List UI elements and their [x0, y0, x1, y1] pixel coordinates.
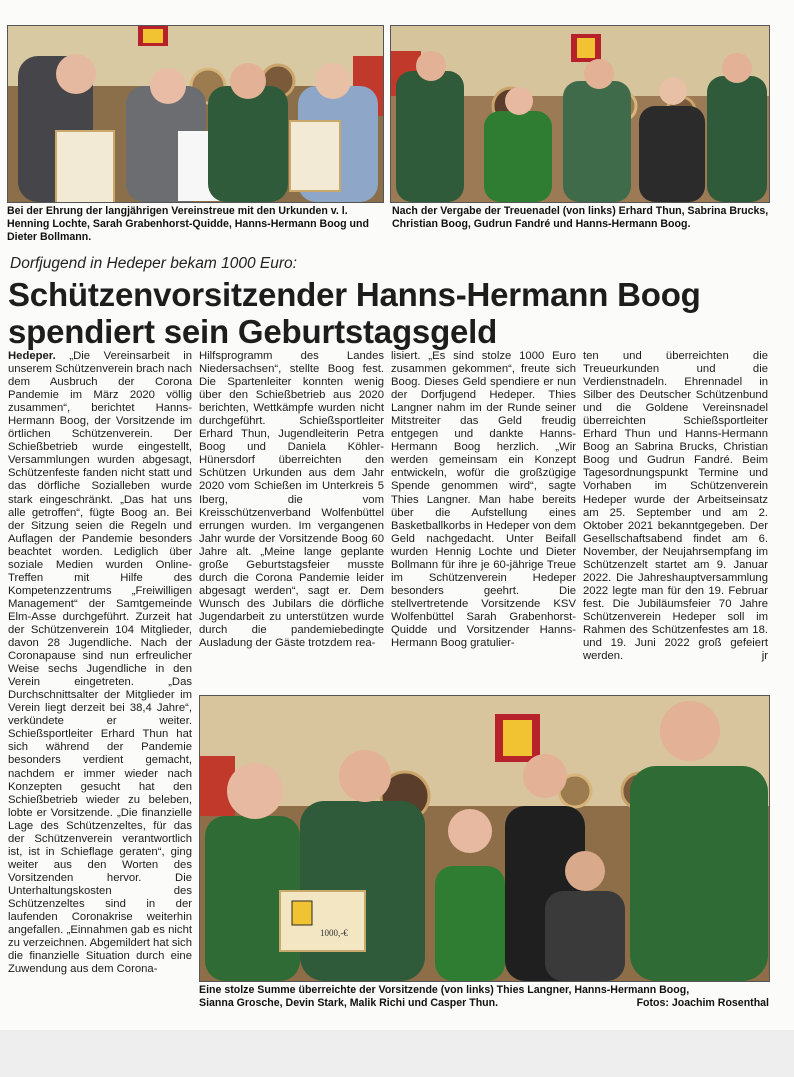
photo-loyalty-pin — [390, 25, 770, 203]
article-column-1 — [8, 350, 192, 976]
photo1-caption: Bei der Ehrung der langjährigen Vereinstreue mit den Urkunden v. l. Henning Lochte, Sarah Grabenhorst-Quidde, Hanns-Hermann Boog und Dieter Bollmann. — [7, 205, 369, 243]
donation-card-amount: 1000,-€ — [320, 928, 348, 938]
photo-honoring-ceremony — [7, 25, 384, 203]
column-3-text: lisiert. „Es sind stolze 1000 Euro zusammen gekommen“, freute sich Boog. Dieses Geld spendiere er nun der Dorfjugend Hedeper. Thies Langner nahm im der Runde seiner Mitstreiter das Geld freudig entgegen und dankte Hanns-Hermann Boog herzlich. „Wir werden gemeinsam ein Konzept entwickeln, wofür die großzügige Spende genommen wird“, sagte Thies Langner. Man habe bereits über die Aufstellung eines Basketballkorbs in Hedeper von dem Geld nachgedacht. Unter Beifall wurden Hennig Lochte und Dieter Bollmann für ihre je 60-jährige Treue im Schützenverein Hedeper besonders geehrt. Die stellvertretende Vorsitzende KSV Wolfenbüttel Sarah Grabenhorst-Quidde und Vorsitzender Hanns-Hermann Boog gratulier- — [391, 350, 576, 650]
author-signoff: jr — [761, 650, 768, 663]
column-4-text: ten und überreichten die Treueurkunden und die Verdienstnadeln. Ehrennadel in Silber des Deutscher Schützenbund und die Goldene Vereinsnadel überreichten Schießsportleiter Erhard Thun und Hanns-Hermann Boog an Sabrina Brucks, Christian Boog und Gudrun Fandré. Beim Tagesordnungspunkt Termine und Vorhaben im Schützenverein Hedeper wurde der Arbeitseinsatz am 25. September und am 2. Oktober 2021 bekanntgegeben. Der Gesellschaftsabend findet am 6. November, der Neujahrsempfang im Schützenzelt startet am 9. Januar 2022. Die Jahreshauptversammlung 2022 legte man für den 19. Februar fest. Die Jubiläumsfeier 70 Jahre Schützenverein Hedeper soll im Rahmen des Schützenfestes am 18. und 19. Juni 2022 groß gefeiert werden. — [583, 350, 768, 663]
photo3-caption-line-2 — [199, 997, 769, 1010]
photo-donation-handover — [199, 695, 770, 982]
headline — [8, 276, 788, 350]
dateline: Hedeper. — [8, 350, 56, 362]
photo3-caption-line-1: Eine stolze Summe überreichte der Vorsitzende (von links) Thies Langner, Hanns-Hermann Boog, — [199, 984, 690, 996]
photo-credit: Fotos: Joachim Rosenthal — [636, 997, 769, 1009]
column-1-text: „Die Vereinsarbeit in unserem Schützenverein brach nach dem Ausbruch der Corona Pandemie im März 2020 völlig zusammen“, berichtet Hanns-Hermann Boog, der Vorsitzende im örtlichen Schützenverein. Der Schießbetrieb wurde eingestellt, Versammlungen wurden abgesagt, Schützenfeste fanden nicht statt und das dörfliche Sozialleben wurde stark eingeschränkt. „Das hat uns alle getroffen“, fügte Boog an. Bei der Sitzung seien die Regeln und Auflagen der Pandemie besonders beachtet worden. Lediglich über soziale Medien wurden Online-Treffen mit Hilfe des Kompetenzzentrums „Freiwilligen Management“ der Samtgemeinde Elm-Asse durchgeführt. Zurzeit hat der Schützenverein 104 Mitglieder, davon 28 Jugendliche. Nach der Coronapause sind nun erfreulicher Weise sechs Jugendliche in den Verein eingetreten. „Das Durchschnittsalter der Mitglieder im Verein liegt derzeit bei 38,4 Jahre“, verkündete er weiter. Schießsportleiter Erhard Thun hat sich während der Pandemie besonders verdient gemacht, nachdem er immer wieder nach Konzepten gesucht hat den Schießbetrieb wieder zu beleben, lobte er Vorsitzende. „Die finanzielle Lage des Schützenzeltes, für das der Schützenverein verantwortlich ist, ist in Schieflage geraten“, ging weiter aus den Worten des Vorsitzenden hervor. Die Unterhaltungskosten des Schützenzeltes sind in der laufenden Coronakrise weiterhin angefallen. „Einnahmen gab es nicht zu verzeichnen. Abgemildert hat sich die finanzielle Situation durch eine Zuwendung aus dem Corona- — [8, 350, 192, 976]
headline-line-1: Schützenvorsitzender Hanns-Hermann Boog — [8, 276, 701, 313]
photo3-caption — [199, 984, 769, 1010]
kicker: Dorfjugend in Hedeper bekam 1000 Euro: — [10, 255, 297, 272]
headline-line-2: spendiert sein Geburtstagsgeld — [8, 313, 498, 350]
article-column-4 — [583, 350, 768, 663]
article-column-2 — [199, 350, 384, 650]
photo3-caption-names: Sianna Grosche, Devin Stark, Malik Richi und Casper Thun. — [199, 997, 499, 1009]
article-column-3 — [391, 350, 576, 650]
photo2-caption: Nach der Vergabe der Treuenadel (von links) Erhard Thun, Sabrina Brucks, Christian Boog, Gudrun Fandré und Hanns-Hermann Boog. — [392, 205, 769, 230]
page-footer-margin — [0, 1030, 794, 1077]
column-2-text: Hilfsprogramm des Landes Niedersachsen“, stellte Boog fest. Die Spartenleiter konnten wenig über den Schießbetrieb aus 2020 berichten, Wettkämpfe wurden nicht durchgeführt. Schießsportleiter Erhard Thun, Jugendleiterin Petra Boog und Daniela Köhler-Hünersdorf überreichten den Schützen Urkunden aus dem Jahr 2020 vom Schießen im Unterkreis 5 Iberg, die vom Kreisschützenverband Wolfenbüttel errungen wurden. Im vergangenen Jahr wurde der Vorsitzende Boog 60 Jahre alt. „Meine lange geplante große Geburtstagsfeier musste durch die Corona Pandemie leider abgesagt werden“, sagt er. Dem Wunsch des Jubilars die dörfliche Jugendarbeit zu unterstützen wurde durch die pandemiebedingte Ausladung der Gäste trotzdem rea- — [199, 350, 384, 650]
